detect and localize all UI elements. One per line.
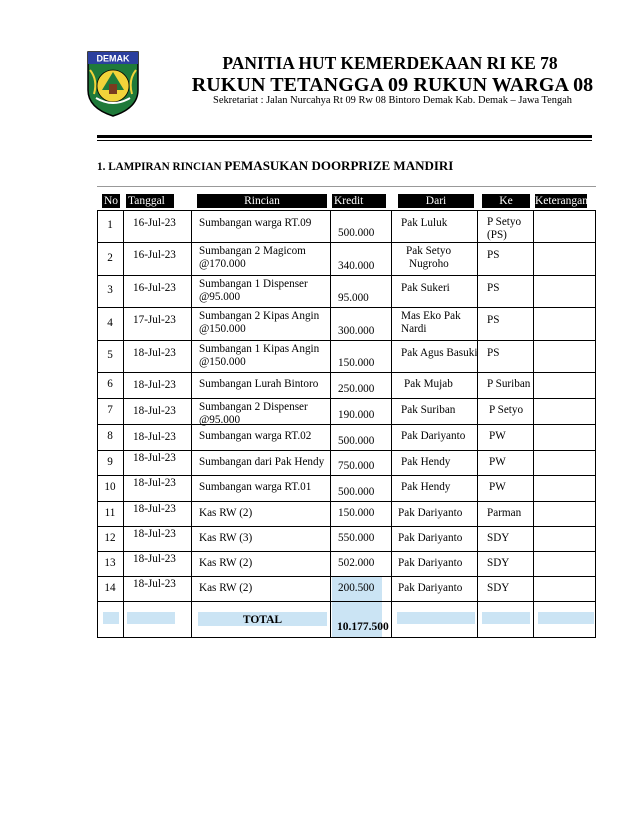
row-tanggal: 18-Jul-23	[133, 553, 176, 565]
row-rincian: Kas RW (3)	[199, 532, 253, 544]
row-rincian: @170.000	[199, 258, 246, 270]
row-ke: P Setyo	[489, 404, 524, 416]
row-tanggal: 16-Jul-23	[133, 249, 176, 261]
row-kredit: 300.000	[338, 325, 375, 337]
row-rincian: @150.000	[199, 323, 246, 335]
row-tanggal: 18-Jul-23	[133, 452, 176, 464]
row-dari: Pak Sukeri	[401, 282, 450, 294]
total-shade-no	[103, 612, 119, 624]
org-title: PANITIA HUT KEMERDEKAAN RI KE 78	[222, 53, 558, 73]
row-rincian: @95.000	[199, 414, 241, 426]
row-dari: Pak Hendy	[401, 481, 451, 493]
section-divider	[97, 186, 596, 187]
row-dari: Pak Dariyanto	[398, 582, 463, 594]
row-no: 11	[104, 507, 116, 519]
row-ke: PS	[487, 249, 500, 261]
row-no: 6	[107, 378, 113, 390]
section-prefix: 1. LAMPIRAN RINCIAN	[97, 161, 225, 173]
row-ke: PW	[489, 456, 506, 468]
col-header-kredit: Kredit	[332, 194, 386, 208]
section-heading	[97, 158, 453, 174]
row-rincian: Sumbangan 2 Magicom	[199, 245, 306, 257]
col-header-ke: Ke	[482, 194, 530, 208]
row-ke: Parman	[487, 507, 522, 519]
row-dari: Mas Eko Pak	[401, 310, 461, 322]
total-label: TOTAL	[242, 614, 283, 626]
row-no: 10	[104, 481, 116, 493]
row-dari: Pak Dariyanto	[398, 557, 463, 569]
row-no: 8	[107, 430, 113, 442]
row-kredit: 95.000	[338, 292, 369, 304]
row-kredit: 500.000	[338, 486, 375, 498]
row-kredit: 340.000	[338, 260, 375, 272]
demak-emblem-icon	[84, 50, 142, 118]
row-rincian: Sumbangan 1 Dispenser	[199, 278, 308, 290]
row-tanggal: 16-Jul-23	[133, 282, 176, 294]
row-dari: Pak Suriban	[401, 404, 456, 416]
row-tanggal: 18-Jul-23	[133, 503, 176, 515]
org-subtitle: RUKUN TETANGGA 09 RUKUN WARGA 08	[191, 74, 594, 96]
row-kredit: 500.000	[338, 227, 375, 239]
row-ke: PS	[487, 347, 500, 359]
row-tanggal: 18-Jul-23	[133, 347, 176, 359]
row-rincian: Sumbangan Lurah Bintoro	[199, 378, 319, 390]
row-dari: Pak Dariyanto	[401, 430, 466, 442]
row-tanggal: 18-Jul-23	[133, 578, 176, 590]
row-tanggal: 18-Jul-23	[133, 405, 176, 417]
row-dari: Pak Dariyanto	[398, 532, 463, 544]
row-dari: Pak Dariyanto	[398, 507, 463, 519]
row-dari: Pak Mujab	[404, 378, 453, 390]
data-table	[97, 210, 596, 638]
row-kredit: 500.000	[338, 435, 375, 447]
total-shade-tanggal	[127, 612, 175, 624]
row-ke: (PS)	[487, 229, 507, 241]
row-no: 13	[104, 557, 116, 569]
row-no: 5	[107, 349, 113, 361]
row-no: 2	[107, 252, 113, 264]
row-kredit: 750.000	[338, 460, 375, 472]
row-dari: Pak Agus Basuki	[401, 347, 478, 359]
row-rincian: @150.000	[199, 356, 246, 368]
row-rincian: Kas RW (2)	[199, 582, 253, 594]
col-header-tanggal: Tanggal	[126, 194, 174, 208]
row-no: 14	[104, 582, 116, 594]
row-dari: Pak Luluk	[401, 217, 448, 229]
row-kredit: 550.000	[338, 532, 375, 544]
row-ke: PW	[489, 430, 506, 442]
row-dari: Nardi	[401, 323, 427, 335]
row-kredit: 502.000	[338, 557, 375, 569]
total-shade-dari	[397, 612, 475, 624]
row-kredit: 150.000	[338, 507, 375, 519]
row-ke: SDY	[487, 532, 510, 544]
row-kredit: 150.000	[338, 357, 375, 369]
total-shade-keterangan	[538, 612, 594, 624]
row-tanggal: 16-Jul-23	[133, 217, 176, 229]
row-no: 4	[107, 317, 113, 329]
row-kredit: 200.500	[338, 582, 375, 594]
row-rincian: Sumbangan dari Pak Hendy	[199, 456, 325, 468]
row-tanggal: 18-Jul-23	[133, 477, 176, 489]
row-ke: PW	[489, 481, 506, 493]
row-rincian: Sumbangan warga RT.09	[199, 217, 312, 229]
row-no: 9	[107, 456, 113, 468]
row-dari: Nugroho	[409, 258, 449, 270]
row-ke: SDY	[487, 557, 510, 569]
row-tanggal: 18-Jul-23	[133, 528, 176, 540]
row-ke: P Setyo	[487, 216, 522, 228]
row-no: 3	[107, 284, 113, 296]
row-no: 12	[104, 532, 116, 544]
row-dari: Pak Setyo	[406, 245, 452, 257]
row-rincian: Sumbangan 2 Dispenser	[199, 401, 308, 413]
section-title: PEMASUKAN DOORPRIZE MANDIRI	[224, 158, 454, 173]
row-ke: SDY	[487, 582, 510, 594]
row-rincian: Sumbangan warga RT.01	[199, 481, 312, 493]
col-header-no: No	[103, 195, 119, 207]
row-rincian: Sumbangan 2 Kipas Angin	[199, 310, 320, 322]
row-rincian: Sumbangan warga RT.02	[199, 430, 312, 442]
header-rule-thin	[97, 140, 592, 141]
row-rincian: @95.000	[199, 291, 241, 303]
logo-text: DEMAK	[96, 53, 130, 64]
row-rincian: Sumbangan 1 Kipas Angin	[199, 343, 320, 355]
row-kredit: 250.000	[338, 383, 375, 395]
header-rule-thick	[97, 135, 592, 138]
row-tanggal: 17-Jul-23	[133, 314, 176, 326]
row-rincian: Kas RW (2)	[199, 557, 253, 569]
row-ke: P Suriban	[487, 378, 531, 390]
row-ke: PS	[487, 314, 500, 326]
row-kredit: 190.000	[338, 409, 375, 421]
row-rincian: Kas RW (2)	[199, 507, 253, 519]
row-tanggal: 18-Jul-23	[133, 431, 176, 443]
row-dari: Pak Hendy	[401, 456, 451, 468]
col-header-dari: Dari	[398, 194, 474, 208]
row-tanggal: 18-Jul-23	[133, 379, 176, 391]
row-ke: PS	[487, 282, 500, 294]
row-no: 7	[107, 404, 113, 416]
row-no: 1	[107, 219, 113, 231]
col-header-rincian: Rincian	[197, 194, 327, 208]
address-line: Sekretariat : Jalan Nurcahya Rt 09 Rw 08 Bintoro Demak Kab. Demak – Jawa Tengah	[213, 95, 572, 106]
col-header-keterangan: Keterangan	[535, 195, 588, 207]
total-shade-ke	[482, 612, 530, 624]
total-value: 10.177.500	[337, 621, 389, 633]
